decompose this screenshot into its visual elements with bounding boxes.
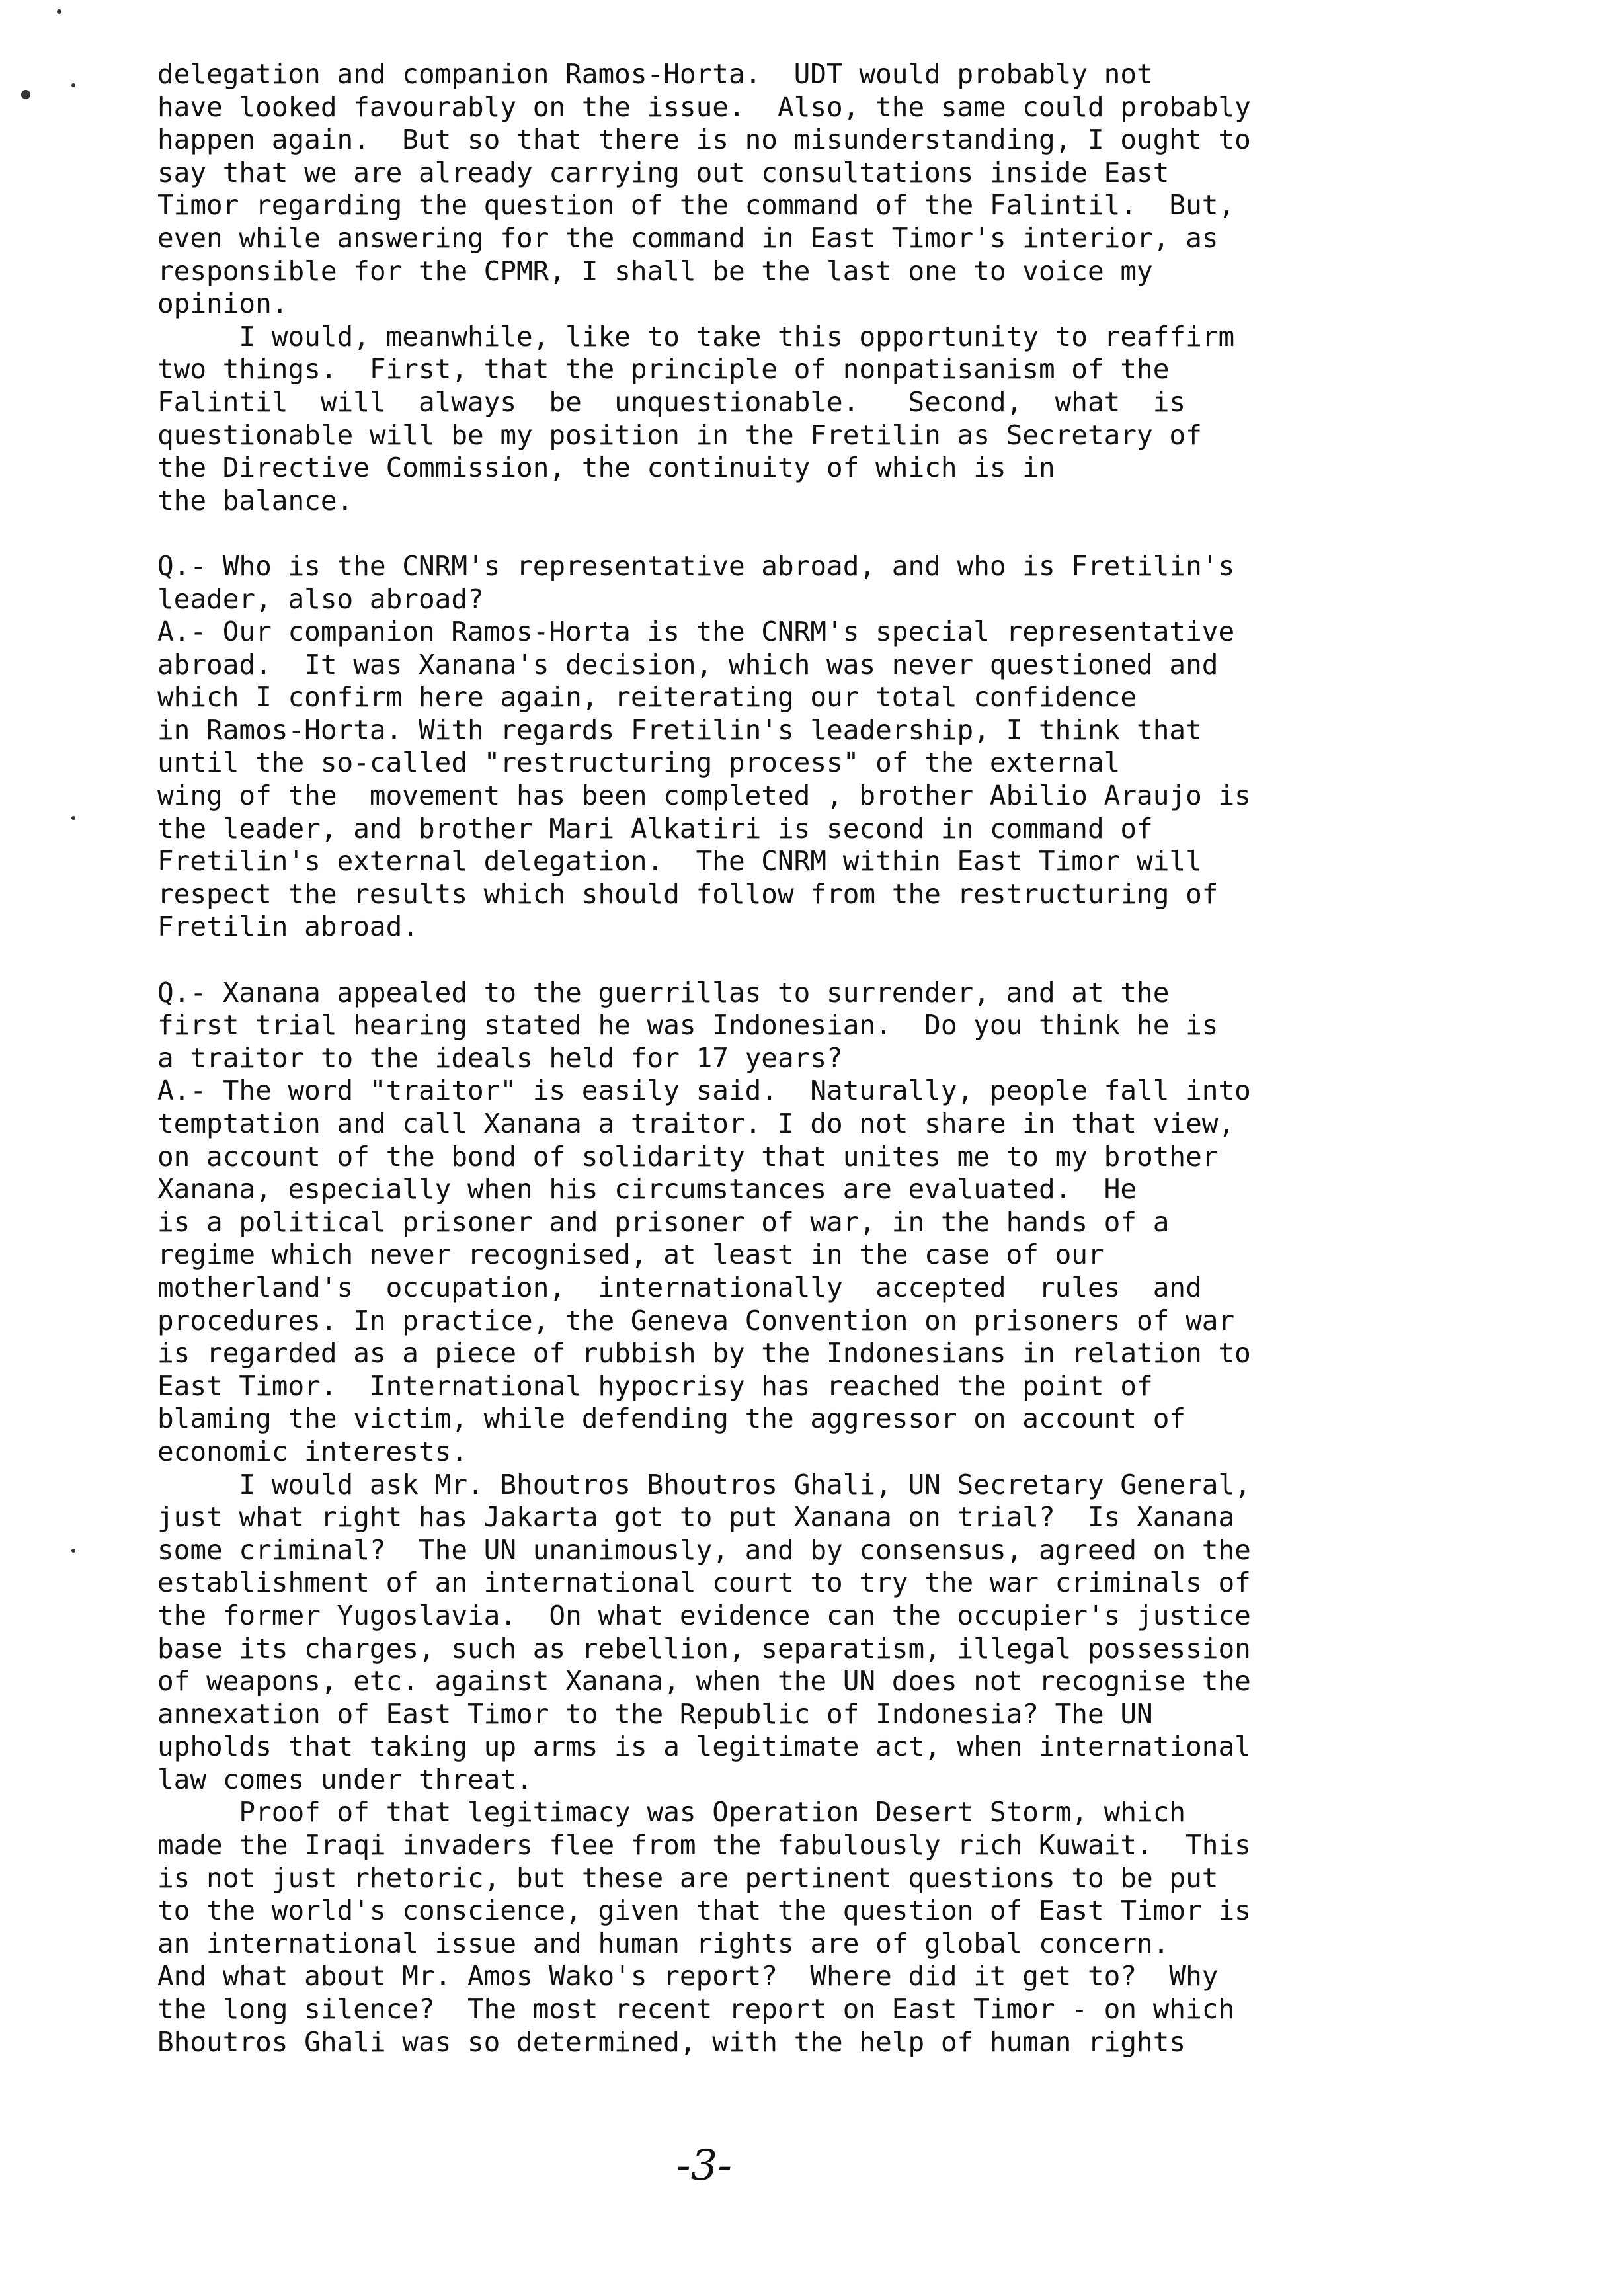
text-line: Q.- Xanana appealed to the guerrillas to surrender, and at the bbox=[157, 976, 1170, 1008]
text-line: Fretilin's external delegation. The CNRM within East Timor will bbox=[157, 845, 1202, 878]
text-line: made the Iraqi invaders flee from the fabulously rich Kuwait. This bbox=[157, 1829, 1251, 1862]
text-line: the long silence? The most recent report on East Timor - on which bbox=[157, 1993, 1235, 2026]
text-line: Xanana, especially when his circumstances are evaluated. He bbox=[157, 1173, 1137, 1206]
text-line: economic interests. bbox=[157, 1435, 467, 1467]
text-line: East Timor. International hypocrisy has reached the point of bbox=[157, 1370, 1153, 1402]
text-line: opinion. bbox=[157, 288, 288, 320]
text-line: the Directive Commission, the continuity of which is in bbox=[157, 452, 1055, 484]
text-line: Fretilin abroad. bbox=[157, 911, 419, 943]
text-line: I would ask Mr. Bhoutros Bhoutros Ghali, UN Secretary General, bbox=[157, 1468, 1251, 1500]
paragraph-gap bbox=[157, 944, 1453, 977]
text-line: respect the results which should follow from the restructuring of bbox=[157, 878, 1219, 910]
document-body bbox=[157, 58, 1453, 2059]
text-line: the balance. bbox=[157, 484, 354, 516]
text-line: establishment of an international court to try the war criminals of bbox=[157, 1567, 1251, 1599]
text-line: upholds that taking up arms is a legitimate act, when international bbox=[157, 1731, 1251, 1763]
text-line: on account of the bond of solidarity that unites me to my brother bbox=[157, 1140, 1219, 1172]
text-line: in Ramos-Horta. With regards Fretilin's leadership, I think that bbox=[157, 714, 1202, 746]
text-line: regime which never recognised, at least in the case of our bbox=[157, 1239, 1104, 1271]
text-line: is a political prisoner and prisoner of war, in the hands of a bbox=[157, 1206, 1170, 1238]
text-line: happen again. But so that there is no misunderstanding, I ought to bbox=[157, 124, 1251, 156]
text-line: the former Yugoslavia. On what evidence can the occupier's justice bbox=[157, 1599, 1251, 1631]
text-line: is regarded as a piece of rubbish by the Indonesians in relation to bbox=[157, 1337, 1251, 1370]
text-line: motherland's occupation, internationally accepted rules and bbox=[157, 1271, 1202, 1303]
text-line: the leader, and brother Mari Alkatiri is second in command of bbox=[157, 812, 1153, 844]
text-line: A.- The word "traitor" is easily said. Naturally, people fall into bbox=[157, 1075, 1251, 1107]
text-line: just what right has Jakarta got to put Xanana on trial? Is Xanana bbox=[157, 1501, 1235, 1534]
text-line: Q.- Who is the CNRM's representative abroad, and who is Fretilin's bbox=[157, 550, 1235, 582]
text-line: Falintil will always be unquestionable. Second, what is bbox=[157, 386, 1186, 418]
text-line: which I confirm here again, reiterating our total confidence bbox=[157, 681, 1137, 714]
text-line: Proof of that legitimacy was Operation Desert Storm, which bbox=[157, 1796, 1186, 1828]
text-line: say that we are already carrying out consultations inside East bbox=[157, 156, 1170, 188]
text-line: wing of the movement has been completed , brother Abilio Araujo is bbox=[157, 780, 1251, 812]
text-line: delegation and companion Ramos-Horta. UDT would probably not bbox=[157, 58, 1153, 90]
text-line: two things. First, that the principle of nonpatisanism of the bbox=[157, 353, 1170, 386]
text-line: annexation of East Timor to the Republic of Indonesia? The UN bbox=[157, 1698, 1153, 1730]
text-line: have looked favourably on the issue. Also, the same could probably bbox=[157, 91, 1251, 123]
text-line: temptation and call Xanana a traitor. I do not share in that view, bbox=[157, 1108, 1235, 1139]
text-line: And what about Mr. Amos Wako's report? Where did it get to? Why bbox=[157, 1960, 1219, 1992]
scan-speck bbox=[71, 816, 75, 820]
text-line: abroad. It was Xanana's decision, which was never questioned and bbox=[157, 648, 1219, 680]
text-line: a traitor to the ideals held for 17 years? bbox=[157, 1042, 843, 1074]
text-line: Timor regarding the question of the command of the Falintil. But, bbox=[157, 189, 1235, 222]
text-line: responsible for the CPMR, I shall be the last one to voice my bbox=[157, 255, 1153, 287]
scan-speck bbox=[21, 90, 30, 99]
text-line: A.- Our companion Ramos-Horta is the CNRM's special representative bbox=[157, 616, 1235, 648]
text-line: of weapons, etc. against Xanana, when the UN does not recognise the bbox=[157, 1665, 1251, 1698]
scan-speck bbox=[71, 83, 75, 87]
text-line: Bhoutros Ghali was so determined, with the help of human rights bbox=[157, 2026, 1186, 2058]
page-number: -3- bbox=[676, 2141, 732, 2190]
text-line: blaming the victim, while defending the aggressor on account of bbox=[157, 1403, 1186, 1435]
text-line: even while answering for the command in East Timor's interior, as bbox=[157, 222, 1219, 254]
text-line: law comes under threat. bbox=[157, 1763, 533, 1795]
text-line: first trial hearing stated he was Indonesian. Do you think he is bbox=[157, 1009, 1219, 1042]
text-line: procedures. In practice, the Geneva Convention on prisoners of war bbox=[157, 1304, 1235, 1336]
paragraph-gap bbox=[157, 517, 1453, 550]
text-line: some criminal? The UN unanimously, and by consensus, agreed on the bbox=[157, 1534, 1251, 1566]
text-line: I would, meanwhile, like to take this opportunity to reaffirm bbox=[157, 320, 1235, 352]
text-line: leader, also abroad? bbox=[157, 583, 484, 615]
text-line: base its charges, such as rebellion, separatism, illegal possession bbox=[157, 1632, 1251, 1664]
scan-speck bbox=[71, 1549, 75, 1553]
text-line: until the so-called "restructuring process" of the external bbox=[157, 747, 1121, 779]
text-line: to the world's conscience, given that the question of East Timor is bbox=[157, 1895, 1251, 1927]
text-line: an international issue and human rights are of global concern. bbox=[157, 1927, 1170, 1959]
text-line: questionable will be my position in the Fretilin as Secretary of bbox=[157, 419, 1202, 451]
text-line: is not just rhetoric, but these are pertinent questions to be put bbox=[157, 1862, 1219, 1894]
scan-speck bbox=[57, 9, 61, 14]
